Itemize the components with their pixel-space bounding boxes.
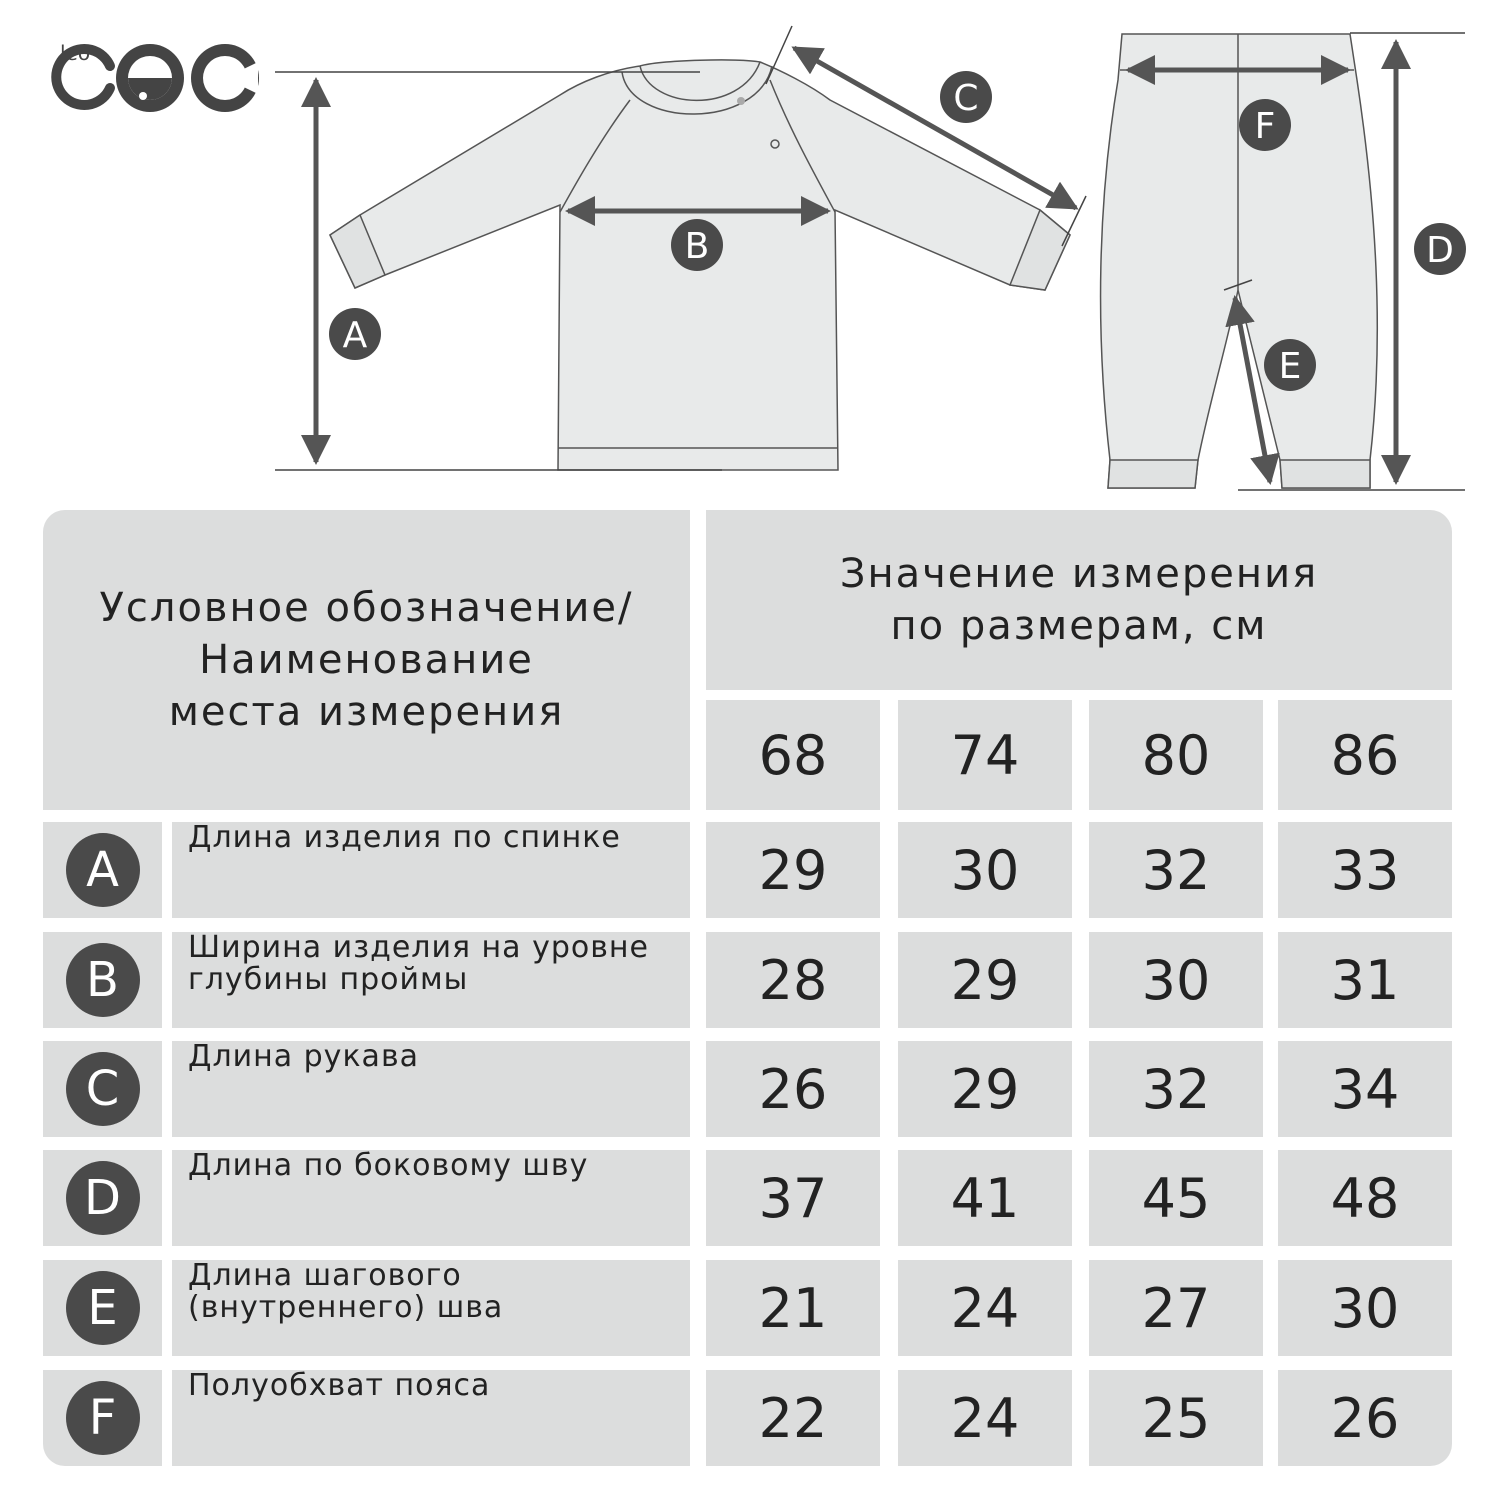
marker-d: D	[1426, 230, 1454, 271]
row-e-name-line-2: (внутреннего) шва	[188, 1290, 504, 1325]
row-a-letter	[43, 822, 162, 918]
row-f-value	[898, 1370, 1072, 1466]
size-diagram	[0, 0, 1501, 500]
marker-a: A	[342, 315, 368, 356]
brand-small-text: leo	[60, 41, 91, 65]
size-header	[1089, 700, 1263, 810]
row-c-letter	[43, 1041, 162, 1137]
size-74: 74	[950, 723, 1020, 787]
row-a-value-80: 32	[1141, 838, 1211, 902]
row-d-letter	[43, 1150, 162, 1246]
row-c-value	[1278, 1041, 1452, 1137]
row-e-value	[1278, 1260, 1452, 1356]
row-e-value-74: 24	[950, 1276, 1020, 1340]
badge-e: E	[66, 1271, 140, 1345]
row-b-value-86: 31	[1330, 948, 1400, 1012]
row-e-value-86: 30	[1330, 1276, 1400, 1340]
header-left-line-1: Условное обозначение/	[99, 585, 634, 631]
row-b-value	[1278, 932, 1452, 1028]
row-c-value	[898, 1041, 1072, 1137]
marker-e: E	[1278, 346, 1302, 387]
row-d-value	[706, 1150, 880, 1246]
row-a-value-74: 30	[950, 838, 1020, 902]
row-a-value	[1278, 822, 1452, 918]
row-c-value	[1089, 1041, 1263, 1137]
row-c-value	[706, 1041, 880, 1137]
row-a-name	[172, 822, 690, 918]
header-measurement-name	[43, 510, 690, 810]
header-left-line-2: Наименование	[199, 637, 534, 683]
row-a-value-86: 33	[1330, 838, 1400, 902]
row-c-name-line-1: Длина рукава	[188, 1039, 420, 1074]
header-left-line-3: места измерения	[168, 689, 565, 735]
row-d-value	[1278, 1150, 1452, 1246]
row-b-value	[706, 932, 880, 1028]
row-a-value	[706, 822, 880, 918]
row-c-value-74: 29	[950, 1057, 1020, 1121]
row-a-value	[898, 822, 1072, 918]
badge-a: A	[66, 833, 140, 907]
row-d-name	[172, 1150, 690, 1246]
row-b-value-68: 28	[758, 948, 828, 1012]
size-header	[1278, 700, 1452, 810]
row-a-value	[1089, 822, 1263, 918]
marker-b: B	[684, 226, 710, 267]
row-d-value	[1089, 1150, 1263, 1246]
row-d-value-80: 45	[1141, 1166, 1211, 1230]
row-f-value-74: 24	[950, 1386, 1020, 1450]
size-header	[706, 700, 880, 810]
row-e-value	[706, 1260, 880, 1356]
row-e-name	[172, 1260, 690, 1356]
row-b-value-74: 29	[950, 948, 1020, 1012]
badge-b: B	[66, 943, 140, 1017]
row-f-name	[172, 1370, 690, 1466]
row-f-letter	[43, 1370, 162, 1466]
row-b-value	[1089, 932, 1263, 1028]
size-header	[898, 700, 1072, 810]
row-c-value-68: 26	[758, 1057, 828, 1121]
pants-drawing	[1101, 34, 1378, 488]
row-c-value-86: 34	[1330, 1057, 1400, 1121]
row-a-value-68: 29	[758, 838, 828, 902]
row-e-name-line-1: Длина шагового	[188, 1258, 462, 1293]
row-a-name-line-1: Длина изделия по спинке	[188, 820, 621, 855]
row-b-letter	[43, 932, 162, 1028]
size-80: 80	[1141, 723, 1211, 787]
row-e-letter	[43, 1260, 162, 1356]
size-86: 86	[1330, 723, 1400, 787]
size-68: 68	[758, 723, 828, 787]
marker-c: C	[953, 78, 979, 119]
row-f-value-86: 26	[1330, 1386, 1400, 1450]
row-f-value	[1278, 1370, 1452, 1466]
row-b-value-80: 30	[1141, 948, 1211, 1012]
marker-f: F	[1254, 106, 1276, 147]
badge-c: C	[66, 1052, 140, 1126]
row-e-value	[1089, 1260, 1263, 1356]
brand-logo	[56, 41, 259, 112]
row-f-value-80: 25	[1141, 1386, 1211, 1450]
row-f-value	[706, 1370, 880, 1466]
row-d-value-68: 37	[758, 1166, 828, 1230]
row-e-value	[898, 1260, 1072, 1356]
header-right-line-1: Значение измерения	[839, 551, 1319, 597]
row-d-value	[898, 1150, 1072, 1246]
row-f-value	[1089, 1370, 1263, 1466]
row-b-name	[172, 932, 690, 1028]
row-f-name-line-1: Полуобхват пояса	[188, 1368, 491, 1403]
row-c-name	[172, 1041, 690, 1137]
row-d-name-line-1: Длина по боковому шву	[188, 1148, 589, 1183]
badge-f: F	[66, 1381, 140, 1455]
header-measurement-values	[706, 510, 1452, 690]
badge-d: D	[66, 1161, 140, 1235]
row-e-value-68: 21	[758, 1276, 828, 1340]
row-e-value-80: 27	[1141, 1276, 1211, 1340]
row-b-value	[898, 932, 1072, 1028]
row-d-value-86: 48	[1330, 1166, 1400, 1230]
row-f-value-68: 22	[758, 1386, 828, 1450]
row-d-value-74: 41	[950, 1166, 1020, 1230]
row-c-value-80: 32	[1141, 1057, 1211, 1121]
row-b-name-line-2: глубины проймы	[188, 962, 469, 997]
header-right-line-2: по размерам, см	[890, 603, 1268, 649]
row-b-name-line-1: Ширина изделия на уровне	[188, 930, 649, 965]
